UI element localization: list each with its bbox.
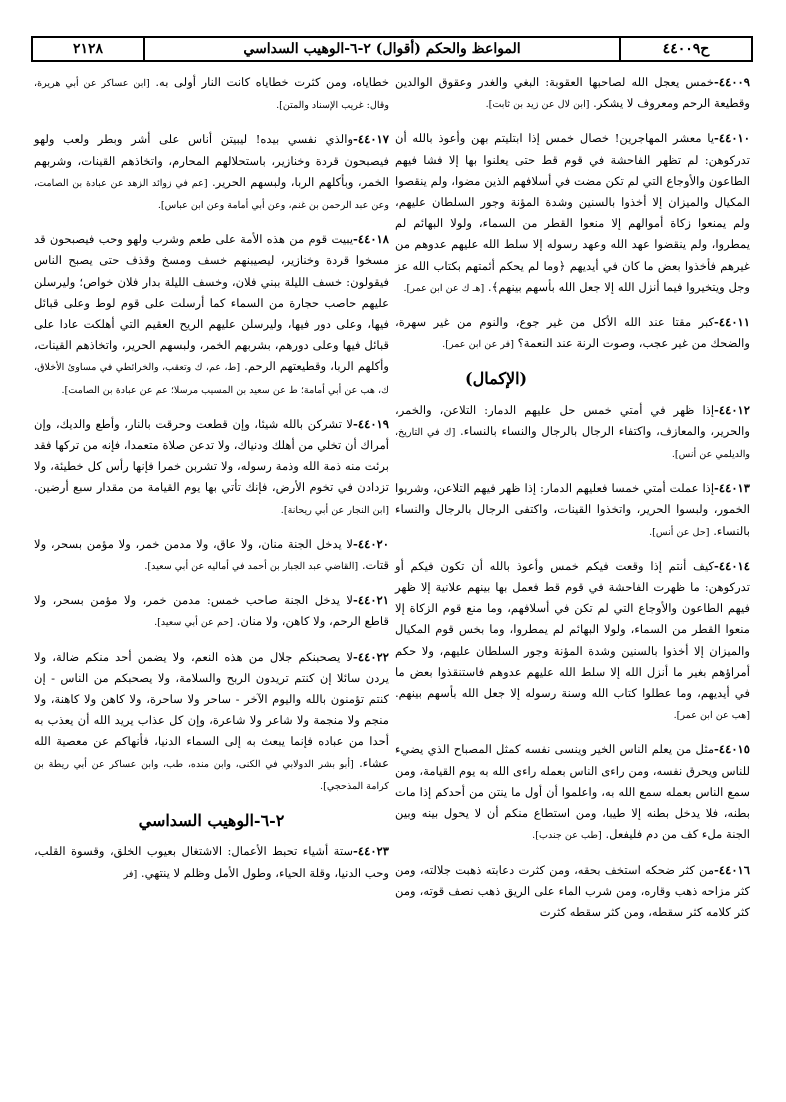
hadith-source: [ك في التاريخ، والديلمي عن أنس]. <box>395 426 750 461</box>
hadith-text: مثل من يعلم الناس الخير وينسى نفسه كمثل المصباح الذي يضيء للناس ويحرق نفسه، ومن راءى الناس بعمله راءى الله به يوم القيامة، ومن سمع الناس بعمله سمع الله به، واعلموا أن أول ما ينتن من أحدكم إذا مات بطنه، فلا يدخل بطنه إلا طيبا، ومن استطاع منكم أن لا يحول بينه وبين الجنة ملء كف من دم فليفعل. <box>395 742 750 842</box>
page-header <box>31 36 753 62</box>
hadith-number: ٤٤٠١٨- <box>353 232 389 247</box>
hadith-source: [هـ ك عن ابن عمر]. <box>403 282 485 294</box>
hadith-entry <box>395 72 750 115</box>
hadith-text: يا معشر المهاجرين! خصال خمس إذا ابتليتم بهن وأعوذ بالله أن تدركوهن: لم تظهر الفاحشة في قوم قط حتى يعلنوا بها إلا فشا فيهم الطاعون والأوجاع التي لم تكن مضت في أسلافهم الذين مضوا، ولم ينقصوا المكيال والميزان إلا أخذوا بالسنين وشدة المؤنة وجور السلطان عليهم، ولم يمنعوا زكاة أموالهم إلا منعوا القطر من السماء، ولولا البهائم لم يمطروا، ولم ينقضوا عهد الله وعهد رسوله إلا سلط الله عليهم عدوهم من غيرهم فأخذوا بعض ما كان في أيديهم ﴿وما لم يحكم أئمتهم بكتاب الله عز وجل ويتخيروا فيما أنزل الله إلا جعل الله بأسهم بينهم﴾. <box>395 131 750 294</box>
hadith-source: [ابن النجار عن أبي ريحانة]. <box>280 504 389 516</box>
hadith-source: [القاضي عبد الجبار بن أحمد في أماليه عن أبي سعيد]. <box>144 561 359 573</box>
hadith-number: ٤٤٠١٤- <box>714 558 750 573</box>
hadith-source: [فر <box>123 868 138 880</box>
hadith-entry <box>395 312 750 355</box>
hadith-text: يبيت قوم من هذه الأمة على طعم وشرب ولهو وحب فيصبحون قد مسخوا قردة وخنازير، ليصيبنهم خسف ومسخ وقذف حتى يصبح الناس فيقولون: خسف الليلة ببني فلان، وخسف الليلة بدار فلان خواص؛ وليرسلن عليهم حاصب حجارة من السماء كما أرسلت على قوم لوط وعلى قبائل فيها، وعلى دور فيها، وليرسلن عليهم الريح العقيم التي أهلكت عادا على قبائل فيها وعلى دورهم، بشربهم الخمر، ولبسهم الحرير، واتخاذهم القينات، وأكلهم الربا، وقطيعتهم الرحم. <box>34 232 390 374</box>
hadith-number: ٤٤٠٢١- <box>353 593 389 608</box>
hadith-entry <box>34 647 389 797</box>
hadith-entry <box>34 590 389 633</box>
header-title: المواعظ والحكم (أقوال) ٢-٦-الوهيب السداسي <box>243 41 521 57</box>
left-column <box>34 72 389 898</box>
hadith-entry <box>34 841 389 884</box>
hadith-number: ٤٤٠٢٢- <box>353 649 389 664</box>
hadith-text: والذي نفسي بيده! ليبيتن أناس على أشر وبطر ولعب ولهو فيصبحون قردة وخنازير، باستحلالهم المحارم، واتخاذهم القينات، وشربهم الخمر، وبأكلهم الربا، ولبسهم الحرير. <box>34 132 389 189</box>
hadith-source: [عم في زوائد الزهد عن عبادة بن الصامت، وعن عبد الرحمن بن غنم، وعن أبي أمامة وعن ابن عباس]. <box>34 177 389 212</box>
hadith-number: ٤٤٠١٥- <box>714 742 750 757</box>
hadith-text: ستة أشياء تحبط الأعمال: الاشتغال بعيوب الخلق، وقسوة القلب، وحب الدنيا، وقلة الحياء، وطول الأمل وظلم لا ينتهي. <box>34 844 389 880</box>
hadith-code: ح٤٤٠٠٩ <box>619 38 751 60</box>
hadith-text: لا يدخل الجنة صاحب خمس: مدمن خمر، ولا مؤمن بسحر، ولا قاطع الرحم، ولا كاهن، ولا منان. <box>34 593 389 629</box>
hadith-source: [ابن عساكر عن أبي هريرة، وقال: غريب الإسناد والمتن]. <box>34 78 389 112</box>
hadith-number: ٤٤٠٢٠- <box>353 536 389 551</box>
hadith-source: [طب عن جندب]. <box>532 830 602 842</box>
right-column <box>395 72 750 937</box>
page-number: ٢١٢٨ <box>33 38 145 60</box>
hadith-number: ٤٤٠١١- <box>714 315 750 330</box>
hadith-entry <box>395 128 750 299</box>
hadith-entry <box>395 860 750 925</box>
hadith-entry <box>34 534 389 577</box>
hadith-text: لا يدخل الجنة منان، ولا عاق، ولا مدمن خمر، ولا مؤمن بسحر، ولا قتات. <box>34 536 389 573</box>
hadith-text: كبر مقتا عند الله الأكل من غير جوع، والنوم من غير سهرة، والضحك من غير عجب، وصوت الرنة عند النعمة؟ <box>395 315 750 351</box>
hadith-number: ٤٤٠١٦- <box>714 862 750 877</box>
hadith-text: من كثر ضحكه استخف بحقه، ومن كثرت دعابته ذهبت جلالته، ومن كثر مزاحه ذهب وقاره، ومن شرب الماء على الريق ذهب نصف قوته، ومن كثر كلامه كثر سقطه، ومن كثر سقطه كثرت <box>395 862 750 919</box>
hadith-number: ٤٤٠٠٩- <box>714 75 750 89</box>
hadith-source: [ابن لال عن زيد بن ثابت]. <box>485 99 590 111</box>
hadith-entry <box>395 556 750 727</box>
section-heading: (الإكمال) <box>465 369 528 389</box>
hadith-number: ٤٤٠١٩- <box>353 416 389 431</box>
hadith-text: كيف أنتم إذا وقعت فيكم خمس وأعوذ بالله أن تكون فيكم أو تدركوهن: ما ظهرت الفاحشة في قوم قط فعمل بها بينهم علانية إلا ظهر فيهم الطاعون والأوجاع التي لم تكن في أسلافهم، وما منع قوم الزكاة إلا منعوا القطر من السماء، ولولا البهائم لم يمطروا، وما بخس قوم المكيال والميزان إلا أخذوا بالسنين وشدة المؤنة وجور السلطان عليهم، ولا حكم أمراؤهم بغير ما أنزل الله إلا سلط الله عليهم عدوهم فاستنقذوا بعض ما في أيديهم، وما عطلوا كتاب الله وسنة رسوله إلا جعل الله بأسهم بينهم. <box>395 558 750 701</box>
hadith-entry <box>34 129 389 216</box>
hadith-source: [حم عن أبي سعيد]. <box>154 617 234 629</box>
hadith-entry <box>395 400 750 466</box>
hadith-number: ٤٤٠١٣- <box>714 481 750 496</box>
hadith-text: إذا ظهر في أمتي خمس حل عليهم الدمار: التلاعن، والخمر، والحرير، والمعازف، واكتفاء الرجال بالرجال والنساء بالنساء. <box>395 402 750 438</box>
hadith-entry <box>34 229 389 401</box>
hadith-entry <box>395 739 750 846</box>
hadith-number: ٤٤٠١٢- <box>714 402 750 417</box>
hadith-number: ٤٤٠١٠- <box>714 131 750 146</box>
hadith-source: [هب عن ابن عمر]. <box>673 710 750 722</box>
hadith-source: [ط، عم، ك وتعقب، والخرائطي في مساوئ الأخلاق، ك، هب عن أبي أمامة؛ ط عن سعيد بن المسيب مرسلا؛ عم عن عبادة بن الصامت]. <box>34 362 389 396</box>
hadith-number: ٤٤٠١٧- <box>353 132 389 147</box>
hadith-entry <box>34 72 389 116</box>
hadith-text: لا يصحبنكم جلال من هذه النعم، ولا يضمن أحد منكم ضالة، ولا يردن سائلا إن كنتم تريدون الربح والسلامة، ولا يصحبكم من الناس - إن كنتم تؤمنون بالله واليوم الآخر - ساحر ولا ساحرة، ولا كاهن ولا كاهنة، ولا منجم ولا منجمة ولا شاعر ولا شاعرة، وإن كل عذاب يريد الله أن يعذب به أحدا من عباده فإنما يبعث به إلى السماء الدنيا، فأنهاكم عن معصية الله عشاء. <box>34 649 389 770</box>
hadith-text: إذا عملت أمتي خمسا فعليهم الدمار: إذا ظهر فيهم التلاعن، وشربوا الخمور، ولبسوا الحرير، واتخذوا القينات، واكتفى الرجال بالرجال والنساء بالنساء. <box>395 481 750 538</box>
hadith-number: ٤٤٠٢٣- <box>353 844 389 859</box>
section-heading: ٢-٦-الوهيب السداسي <box>138 811 285 831</box>
hadith-entry <box>395 478 750 543</box>
hadith-source: [فر عن ابن عمر]. <box>442 339 514 351</box>
hadith-text: خطاياه، ومن كثرت خطاياه كانت النار أولى به. <box>155 75 390 89</box>
hadith-source: [حل عن أنس]. <box>649 526 710 538</box>
hadith-text: خمس يعجل الله لصاحبها العقوبة: البغي والغدر وعقوق الوالدين وقطيعة الرحم ومعروف لا يشكر. <box>395 75 750 111</box>
hadith-text: لا تشركن بالله شيئا، وإن قطعت وحرقت بالنار، وأطع والديك، وإن أمراك أن تخلي من أهلك ودنياك، ولا تدعن صلاة متعمدا، فإنه من تركها فقد برئت منه ذمة الله وذمة رسوله، ولا تشربن خمرا فإنها رأس كل خطيئة، ولا تزدادن في تخوم الأرض، فإنك تأتي بها يوم القيامة من مقدار سبع أرضين. <box>34 416 389 495</box>
hadith-source: [أبو بشر الدولابي في الكنى، وابن منده، طب، وابن عساكر عن أبي ريطة بن كرامة المذحجي]. <box>34 758 389 792</box>
hadith-entry <box>34 414 389 521</box>
